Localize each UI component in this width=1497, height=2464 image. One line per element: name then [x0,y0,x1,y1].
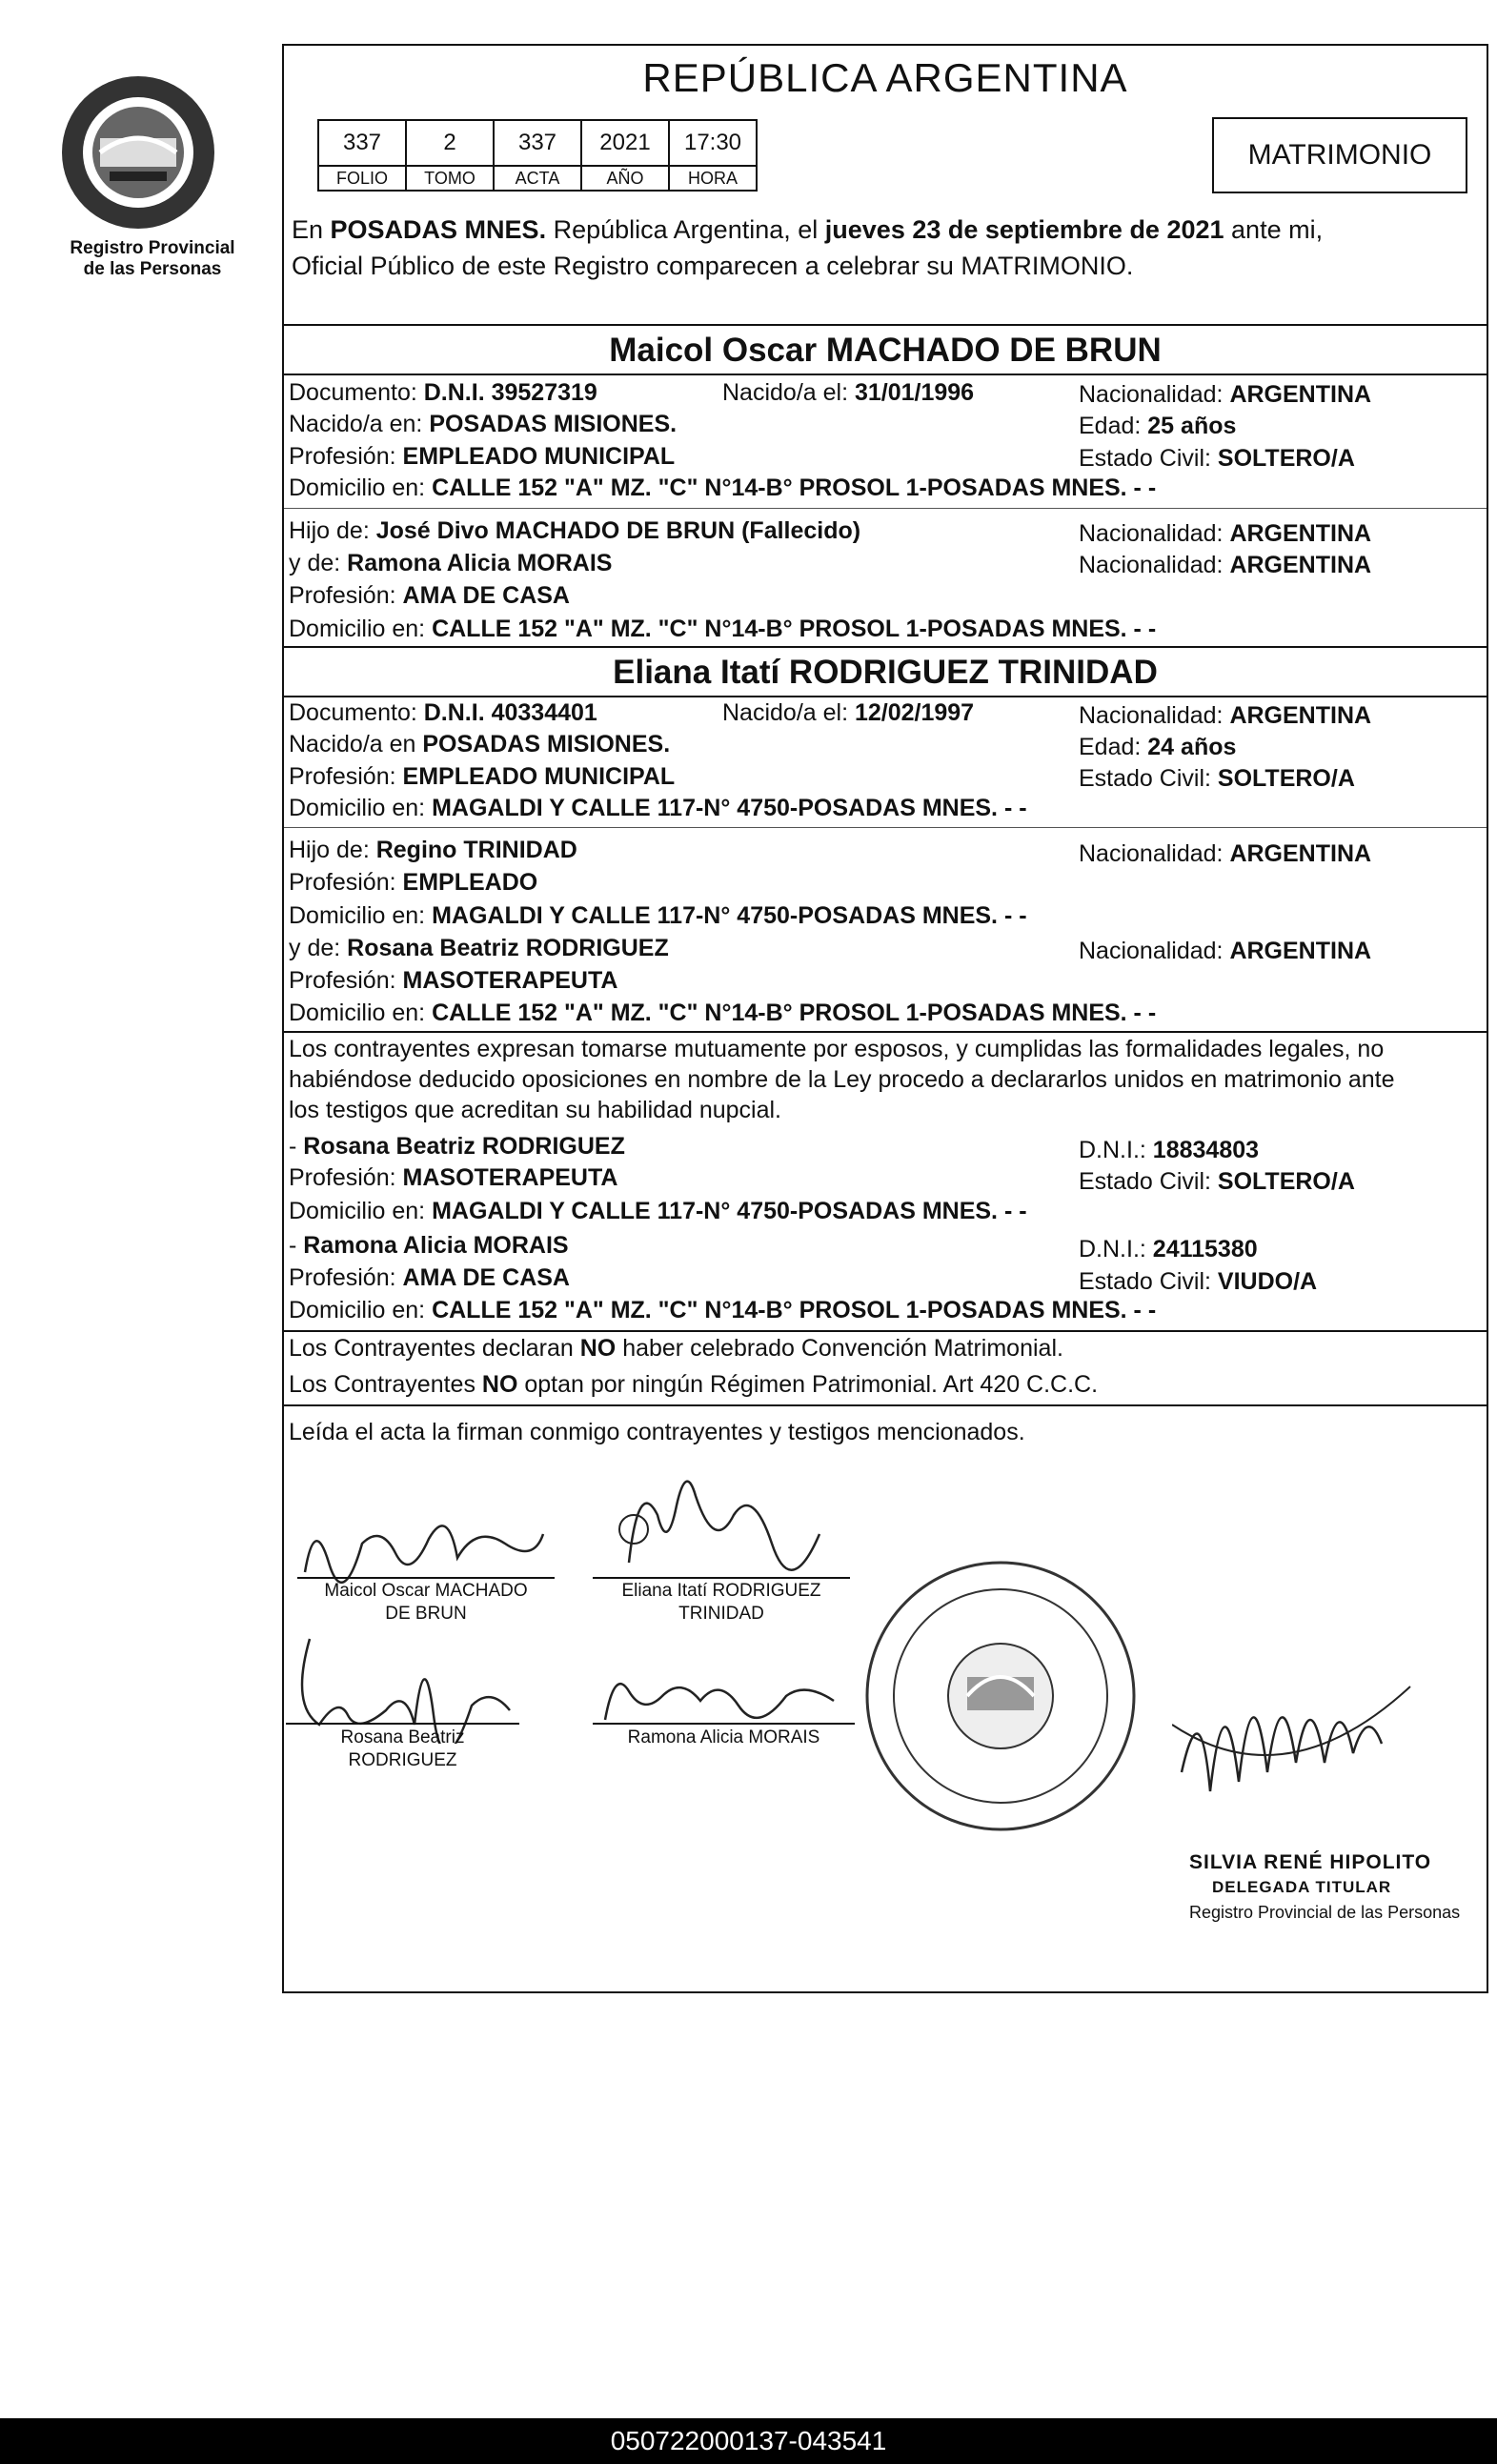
signature-label-2: Eliana Itatí RODRIGUEZ TRINIDAD [621,1581,821,1624]
signature-label-3: Rosana Beatriz RODRIGUEZ [340,1727,465,1770]
witness1-name: - Rosana Beatriz RODRIGUEZ [289,1133,625,1160]
spouse1-mother-nationality: Nacionalidad: ARGENTINA [1079,552,1372,578]
intro-paragraph: En POSADAS MNES. República Argentina, el jueves 23 de septiembre de 2021 ante mi, Oficial Público de este Registro comparecen a celebrar su MATRIMONIO. [292,215,1324,280]
spouse1-mother: y de: Ramona Alicia MORAIS [289,550,613,576]
spouse2-father-address: Domicilio en: MAGALDI Y CALLE 117-N° 4750-POSADAS MNES. - - [289,902,1027,929]
spouse1-nationality: Nacionalidad: ARGENTINA [1079,381,1372,408]
page-title: REPÚBLICA ARGENTINA [642,55,1128,100]
closing-statement: Leída el acta la firman conmigo contrayentes y testigos mencionados. [289,1419,1025,1445]
spouse1-name: Maicol Oscar MACHADO DE BRUN [609,332,1162,369]
declaration-line-2: habiéndose deducido oposiciones en nombre de la Ley procedo a declararlos unidos en matrimonio ante [289,1066,1395,1093]
spouse2-father: Hijo de: Regino TRINIDAD [289,837,577,863]
declaration-line-3: los testigos que acreditan su habilidad nupcial. [289,1097,782,1123]
signature-ramona [586,1663,862,1729]
spouse2-civil-status: Estado Civil: SOLTERO/A [1079,765,1355,792]
witness1-address: Domicilio en: MAGALDI Y CALLE 117-N° 4750-POSADAS MNES. - - [289,1198,1027,1224]
signature-rosana [281,1620,548,1744]
ref-folio-value: 337 [318,120,406,166]
registry-logo [57,71,248,280]
ref-ano-label: AÑO [581,166,669,191]
spouse2-mother: y de: Rosana Beatriz RODRIGUEZ [289,935,669,961]
declaration-line-1: Los contrayentes expresan tomarse mutuamente por esposos, y cumplidas las formalidades legales, no [289,1036,1385,1062]
official-seal-icon [858,1553,1143,1839]
spouse2-nationality: Nacionalidad: ARGENTINA [1079,702,1372,729]
logo-caption-1: Registro Provincial [70,238,235,258]
intro-date: jueves 23 de septiembre de 2021 [824,215,1224,244]
spouse2-father-nationality: Nacionalidad: ARGENTINA [1079,840,1372,867]
witness2-civil-status: Estado Civil: VIUDO/A [1079,1268,1318,1295]
spouse1-birthplace: Nacido/a en: POSADAS MISIONES. [289,411,678,437]
official-title: DELEGADA TITULAR [1212,1878,1392,1896]
ref-ano-value: 2021 [581,120,669,166]
witness2-dni: D.N.I.: 24115380 [1079,1236,1258,1262]
signature-label-4: Ramona Alicia MORAIS [627,1727,820,1747]
spouse2-name: Eliana Itatí RODRIGUEZ TRINIDAD [613,654,1158,691]
spouse2-mother-profession: Profesión: MASOTERAPEUTA [289,967,618,994]
ref-acta-label: ACTA [494,166,581,191]
regime-statement: Los Contrayentes NO optan por ningún Régimen Patrimonial. Art 420 C.C.C. [289,1371,1099,1398]
spouse2-address: Domicilio en: MAGALDI Y CALLE 117-N° 4750-POSADAS MNES. - - [289,795,1027,821]
ref-hora-value: 17:30 [669,120,757,166]
document-barcode-number: 050722000137-043541 [0,2418,1497,2464]
spouse2-document: Documento: D.N.I. 40334401 [289,699,597,726]
spouse2-mother-nationality: Nacionalidad: ARGENTINA [1079,938,1372,964]
signature-eliana [591,1458,858,1582]
spouse1-mother-profession: Profesión: AMA DE CASA [289,582,570,609]
province-seal-icon [57,71,219,233]
spouse1-civil-status: Estado Civil: SOLTERO/A [1079,445,1355,472]
witness2-profession: Profesión: AMA DE CASA [289,1264,570,1291]
official-name: SILVIA RENÉ HIPOLITO [1189,1851,1432,1873]
ref-folio-label: FOLIO [318,166,406,191]
spouse1-born: Nacido/a el: 31/01/1996 [722,379,975,406]
act-type-box: MATRIMONIO [1212,117,1467,193]
spouse2-age: Edad: 24 años [1079,734,1237,760]
official-organization: Registro Provincial de las Personas [1189,1903,1461,1922]
spouse2-profession: Profesión: EMPLEADO MUNICIPAL [289,763,676,790]
spouse1-address: Domicilio en: CALLE 152 "A" MZ. "C" N°14-B° PROSOL 1-POSADAS MNES. - - [289,475,1157,501]
signature-official [1172,1629,1420,1810]
convention-statement: Los Contrayentes declaran NO haber celebrado Convención Matrimonial. [289,1335,1063,1362]
ref-acta-value: 337 [494,120,581,166]
witness1-profession: Profesión: MASOTERAPEUTA [289,1164,618,1191]
intro-place: POSADAS MNES. [330,215,547,244]
spouse2-mother-address: Domicilio en: CALLE 152 "A" MZ. "C" N°14-B° PROSOL 1-POSADAS MNES. - - [289,1000,1157,1026]
ref-tomo-label: TOMO [406,166,494,191]
spouse1-mother-address: Domicilio en: CALLE 152 "A" MZ. "C" N°14-B° PROSOL 1-POSADAS MNES. - - [289,616,1157,642]
reference-table [317,119,758,192]
signature-label-1: Maicol Oscar MACHADO DE BRUN [324,1581,528,1624]
witness2-name: - Ramona Alicia MORAIS [289,1232,569,1259]
spouse1-age: Edad: 25 años [1079,413,1237,439]
ref-tomo-value: 2 [406,120,494,166]
witness1-dni: D.N.I.: 18834803 [1079,1137,1260,1163]
spouse1-father: Hijo de: José Divo MACHADO DE BRUN (Fallecido) [289,517,861,544]
spouse2-birthplace: Nacido/a en POSADAS MISIONES. [289,731,671,757]
witness2-address: Domicilio en: CALLE 152 "A" MZ. "C" N°14-B° PROSOL 1-POSADAS MNES. - - [289,1297,1157,1323]
spouse1-profession: Profesión: EMPLEADO MUNICIPAL [289,443,676,470]
logo-caption-2: de las Personas [83,259,222,279]
spouse1-document: Documento: D.N.I. 39527319 [289,379,597,406]
witness1-civil-status: Estado Civil: SOLTERO/A [1079,1168,1355,1195]
spouse2-born: Nacido/a el: 12/02/1997 [722,699,975,726]
ref-hora-label: HORA [669,166,757,191]
signature-maicol [286,1486,572,1591]
spouse2-father-profession: Profesión: EMPLEADO [289,869,538,896]
spouse1-father-nationality: Nacionalidad: ARGENTINA [1079,520,1372,547]
